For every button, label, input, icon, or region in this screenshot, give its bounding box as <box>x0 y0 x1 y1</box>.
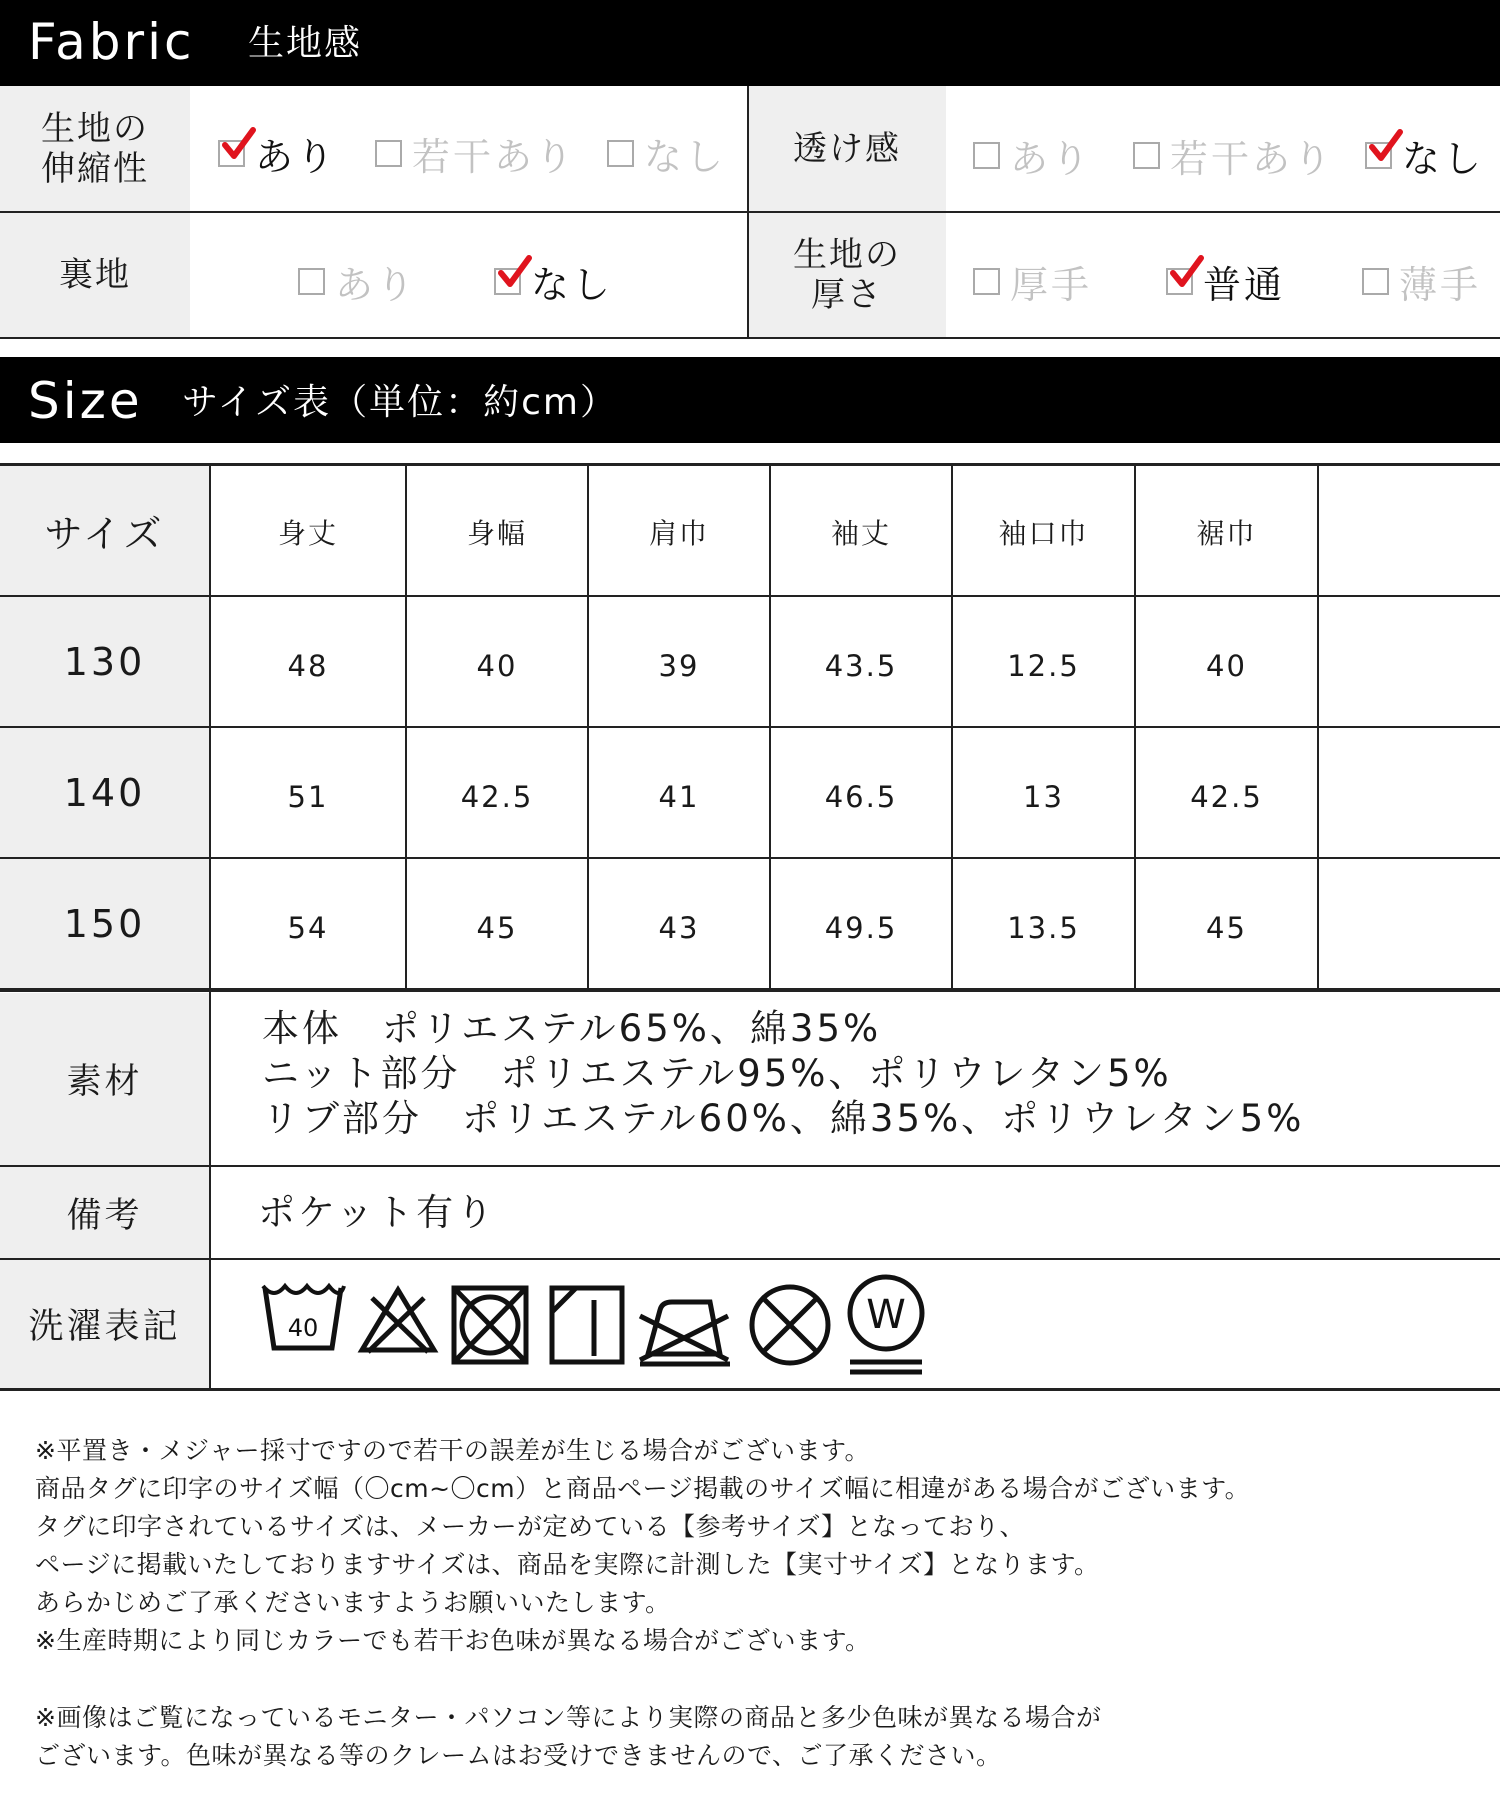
size-header-bar <box>0 357 1500 443</box>
divider <box>769 465 771 989</box>
care-icons-svg <box>260 1268 960 1380</box>
fabric-title-en: Fabric <box>28 13 195 71</box>
size-header-label: サイズ <box>0 465 209 595</box>
note-line: ※生産時期により同じカラーでも若干お色味が異なる場合がございます。 <box>35 1626 871 1655</box>
table-cell: 49.5 <box>824 910 898 945</box>
iron-no-icon <box>640 1302 730 1364</box>
no-dry-clean-icon <box>752 1287 828 1363</box>
note-line: ※平置き・メジャー採寸ですので若干の誤差が生じる場合がございます。 <box>35 1436 870 1465</box>
table-cell: 45 <box>1206 910 1247 945</box>
option-label: なし <box>531 263 614 307</box>
divider <box>0 1258 1500 1260</box>
material-line: ニット部分 ポリエステル95%、ポリウレタン5% <box>262 1052 1172 1095</box>
table-cell: 40 <box>476 648 518 683</box>
thickness-label-line1: 生地の <box>793 235 901 275</box>
checkbox-checked <box>1166 268 1193 295</box>
column-header <box>1319 465 1500 595</box>
size-row-label: 130 <box>0 597 209 726</box>
care-icons <box>260 1268 960 1380</box>
divider <box>1134 465 1136 989</box>
table-cell <box>1319 728 1500 857</box>
no-tumble-dry-icon <box>454 1288 526 1362</box>
column-header: 袖丈 <box>830 517 891 550</box>
table-cell: 13 <box>1023 779 1064 814</box>
table-cell: 13.5 <box>1007 910 1080 945</box>
line-dry-shade-icon <box>552 1288 622 1362</box>
divider <box>0 726 1500 728</box>
size-title-en: Size <box>28 372 143 430</box>
transparency-option-ari <box>973 128 1092 183</box>
stretch-option-ari <box>218 126 337 181</box>
option-label: 若干あり <box>1170 137 1335 181</box>
table-cell: 54 <box>287 910 329 945</box>
table-cell: 45 <box>476 910 518 945</box>
option-label: なし <box>1402 137 1485 181</box>
note-line: 商品タグに印字のサイズ幅（〇cm~〇cm）と商品ページ掲載のサイズ幅に相違がある場合がございます。 <box>35 1474 1251 1503</box>
stretch-option-nashi <box>607 126 726 181</box>
table-cell: 48 <box>287 648 329 683</box>
thickness-option-futsu <box>1166 254 1285 309</box>
divider <box>747 86 749 339</box>
lining-label <box>0 212 190 338</box>
divider <box>209 465 211 1389</box>
fabric-title-jp: 生地感 <box>248 23 363 64</box>
option-label: 薄手 <box>1399 263 1482 307</box>
divider <box>951 465 953 989</box>
lining-option-nashi <box>494 254 613 309</box>
table-cell: 51 <box>287 779 329 814</box>
stretch-label-line2: 伸縮性 <box>41 149 149 189</box>
column-header: 袖口巾 <box>998 517 1089 550</box>
checkbox-checked <box>494 268 521 295</box>
table-cell: 42.5 <box>460 779 534 814</box>
checkbox-empty <box>607 140 634 167</box>
divider <box>0 1165 1500 1167</box>
table-cell: 40 <box>1206 648 1247 683</box>
size-row-label: 150 <box>0 859 209 988</box>
divider <box>1317 465 1319 989</box>
wet-clean-icon <box>850 1277 922 1372</box>
table-cell <box>1319 859 1500 988</box>
column-header: 裾巾 <box>1196 517 1257 550</box>
table-cell: 46.5 <box>824 779 898 814</box>
checkbox-empty <box>1133 142 1160 169</box>
option-label: あり <box>255 135 338 179</box>
material-label: 素材 <box>0 993 209 1165</box>
material-line: リブ部分 ポリエステル60%、綿35%、ポリウレタン5% <box>262 1097 1305 1140</box>
lining-option-ari <box>298 254 417 309</box>
option-label: あり <box>1010 137 1093 181</box>
transparency-option-nashi <box>1365 128 1484 183</box>
note-line: あらかじめご了承くださいますようお願いいたします。 <box>35 1588 671 1617</box>
fabric-header-bar <box>0 0 1500 86</box>
checkbox-empty <box>1362 268 1389 295</box>
option-label: あり <box>335 263 418 307</box>
note-line: ※画像はご覧になっているモニター・パソコン等により実際の商品と多少色味が異なる場合が <box>35 1703 1102 1732</box>
check-icon <box>1170 256 1204 290</box>
note-line: ございます。色味が異なる等のクレームはお受けできませんので、ご了承ください。 <box>35 1741 1002 1770</box>
thickness-option-usude <box>1362 254 1481 309</box>
remarks-text: ポケット有り <box>258 1191 497 1234</box>
wet-clean-letter: W <box>866 1292 906 1338</box>
checkbox-empty <box>973 142 1000 169</box>
transparency-label <box>748 86 946 212</box>
thickness-label <box>748 212 946 338</box>
table-cell <box>1319 597 1500 726</box>
option-label: 若干あり <box>412 135 577 179</box>
wash-temp: 40 <box>287 1314 319 1342</box>
table-cell: 43 <box>658 910 700 945</box>
transparency-option-jakkan <box>1133 128 1334 183</box>
divider <box>0 988 1500 992</box>
option-label: 厚手 <box>1010 263 1093 307</box>
divider <box>0 1388 1500 1391</box>
check-icon <box>222 128 256 162</box>
divider <box>0 857 1500 859</box>
divider <box>587 465 589 989</box>
check-icon <box>498 256 532 290</box>
check-icon <box>1369 130 1403 164</box>
table-cell: 43.5 <box>824 648 898 683</box>
divider <box>0 463 1500 466</box>
wash-40-icon <box>263 1286 344 1348</box>
checkbox-empty <box>375 140 402 167</box>
size-row-label: 140 <box>0 728 209 857</box>
checkbox-empty <box>298 268 325 295</box>
transparency-label-text: 透け感 <box>793 129 901 169</box>
divider <box>0 595 1500 597</box>
checkbox-checked <box>1365 142 1392 169</box>
divider <box>405 465 407 989</box>
column-header: 身丈 <box>277 517 338 550</box>
column-header: 身幅 <box>466 517 527 550</box>
thickness-option-atsude <box>973 254 1092 309</box>
table-cell: 42.5 <box>1190 779 1263 814</box>
table-cell: 12.5 <box>1007 648 1080 683</box>
table-cell: 41 <box>658 779 700 814</box>
lining-label-text: 裏地 <box>59 255 131 295</box>
thickness-label-line2: 厚さ <box>811 275 883 315</box>
material-lines <box>262 1006 1304 1141</box>
note-line: タグに印字されているサイズは、メーカーが定めている【参考サイズ】となっており、 <box>35 1512 1026 1541</box>
table-cell: 39 <box>658 648 700 683</box>
divider <box>0 211 1500 213</box>
divider <box>0 337 1500 339</box>
checkbox-checked <box>218 140 245 167</box>
no-bleach-icon <box>362 1290 434 1352</box>
size-title-jp: サイズ表（単位：約cm） <box>182 382 618 423</box>
material-line: 本体 ポリエステル65%、綿35% <box>262 1007 882 1050</box>
stretch-option-jakkan <box>375 126 576 181</box>
option-label: なし <box>644 135 727 179</box>
column-header: 肩巾 <box>648 517 709 550</box>
stretch-label-line1: 生地の <box>41 109 149 149</box>
care-label: 洗濯表記 <box>0 1260 209 1388</box>
option-label: 普通 <box>1203 263 1286 307</box>
remarks-label: 備考 <box>0 1167 209 1258</box>
note-line: ページに掲載いたしておりますサイズは、商品を実際に計測した【実寸サイズ】となります。 <box>35 1550 1100 1579</box>
checkbox-empty <box>973 268 1000 295</box>
stretch-label <box>0 86 190 212</box>
